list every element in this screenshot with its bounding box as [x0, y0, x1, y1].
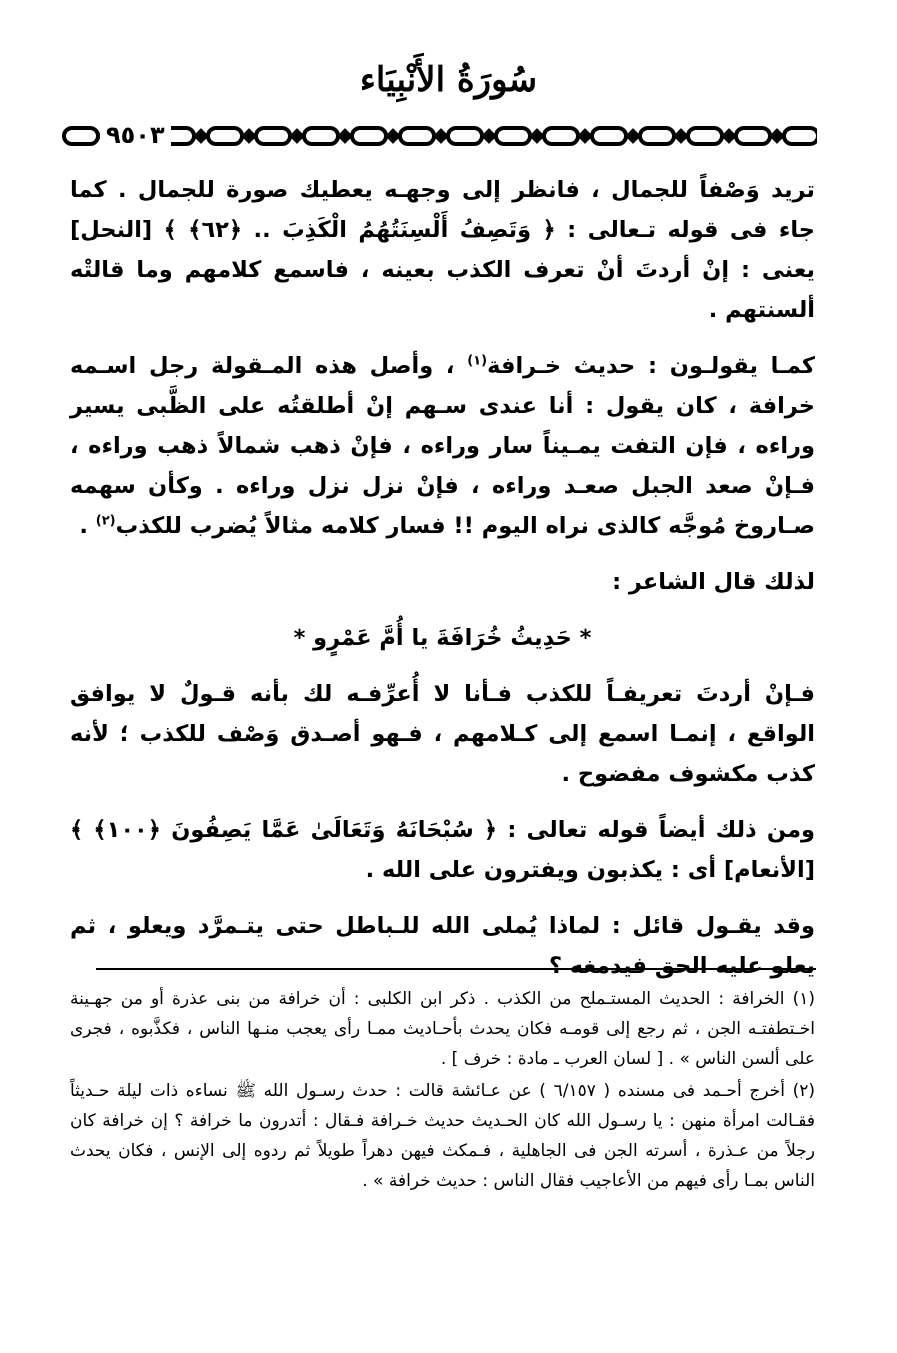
paragraph-5: ومن ذلك أيضاً قوله تعالى : ﴿ سُبْحَانَهُ وَتَعَالَىٰ عَمَّا يَصِفُونَ ﴿١٠٠﴾ ﴾ [الأنعام] أى : يكذبون ويفترون على الله .: [70, 817, 816, 883]
paragraph-2-end: .: [79, 513, 96, 539]
ornament-link: [448, 128, 482, 144]
ornament-diamond: [244, 131, 254, 141]
footnotes: [70, 984, 815, 1198]
footnote-2: (٢) أخرج أحـمد فى مسنده ( ٦/١٥٧ ) عن عـائشة قالت : حدث رسـول الله ﷺ نساءه ذات ليلة حـديثاً فقـالت امرأة منهن : يا رسـول الله كان الحـديث حديث خـرافة فـقال : أتدرون ما خرافة ؟ إن خرافة كان رجلاً من عـذرة ، أسرته الجن فى الجاهلية ، فـمكث فيهن دهراً طويلاً ثم ردوه إلى الإنس ، فكان يحدث الناس بمـا رأى فيهم من الأعاجيب فقال الناس : حديث خرافة » .: [70, 1081, 816, 1191]
ornament-diamond: [340, 131, 350, 141]
ornament-link: [256, 128, 290, 144]
ornament-link: [496, 128, 530, 144]
ornament-diamond: [676, 131, 686, 141]
paragraph-4: فـإنْ أردتَ تعريفـاً للكذب فـأنا لا أُعرِّفـه لك بأنه قـولٌ لا يوافق الواقع ، إنمـا اسمع إلى كـلامهم ، فـهو أصـدق وَصْف للكذب ؛ لأنه كذب مكشوف مفضوح .: [70, 681, 815, 787]
ornament-link: [352, 128, 386, 144]
paragraph-1: تريد وَصْفاً للجمال ، فانظر إلى وجهـه يعطيك صورة للجمال . كما جاء فى قوله تـعالى : ﴿ وَتَصِفُ أَلْسِنَتُهُمُ الْكَذِبَ .. ﴿٦٢﴾ ﴾ [النحل] يعنى : إنْ أردتَ أنْ تعرف الكذب بعينه ، فاسمع كلامهم وما قالتْه ألسنتهم .: [70, 177, 815, 323]
ornament-diamond: [724, 131, 734, 141]
ornament-diamond: [580, 131, 590, 141]
header-ornament-border: [62, 122, 817, 150]
ornament-link: [400, 128, 434, 144]
footnote-ref-1[interactable]: (١): [467, 353, 488, 369]
paragraph-2-rest: ، وأصل هذه المـقولة رجل اسـمه خرافة ، كان يقول : أنا عندى سـهم إنْ أطلقتُه على الظَّبى يسير وراءه ، فإن التفت يمـيناً سار وراءه ، فإنْ ذهب شمالاً ذهب وراءه ، فـإنْ صعد الجبل صعـد وراءه ، فإنْ نزل نزل وراءه . وكأن سهمه صـاروخ مُوجَّه كالذى نراه اليوم !! فسار كلامه مثالاً يُضرب للكذب: [70, 353, 815, 539]
ornament-diamond: [772, 131, 782, 141]
ornament-link: [592, 128, 626, 144]
paragraph-2: [70, 346, 815, 546]
ornament-link: [736, 128, 770, 144]
footnote-divider: [96, 968, 816, 970]
footnote-ref-2[interactable]: (٢): [95, 513, 116, 529]
ornament-link: [688, 128, 722, 144]
paragraph-2-start: كمـا يقولـون : حديث خـرافة: [487, 353, 815, 379]
ornament-link: [208, 128, 242, 144]
poetry-verse: * حَدِيثُ خُرَافَةَ يا أُمَّ عَمْرٍو *: [293, 625, 592, 651]
ornament-diamond: [628, 131, 638, 141]
ornament-link: [64, 128, 98, 144]
ornament-link: [784, 128, 817, 144]
surah-title: سُورَةُ الأَنْبِيَاء: [359, 60, 538, 100]
ornament-diamond: [484, 131, 494, 141]
ornament-diamond: [292, 131, 302, 141]
ornament-diamond: [388, 131, 398, 141]
ornament-link: [544, 128, 578, 144]
ornament-diamond: [436, 131, 446, 141]
ornament-link: [304, 128, 338, 144]
ornament-diamond: [532, 131, 542, 141]
footnote-1: (١) الخرافة : الحديث المستـملح من الكذب . ذكر ابن الكلبى : أن خرافة من بنى عذرة أو من جهـينة اخـتطفتـه الجن ، ثم رجع إلى قومـه فكان يحدث بأحـاديث ممـا رأى يعجب منـها الناس ، فكذَّبوه ، فجرى على ألسن الناس » . [ لسان العرب ـ مادة : خرف ] .: [70, 989, 815, 1069]
ornament-diamond: [196, 131, 206, 141]
page-number: ٩٥٠٣: [100, 120, 171, 150]
paragraph-3: لذلك قال الشاعر :: [612, 569, 815, 595]
ornament-link: [640, 128, 674, 144]
main-text: [70, 170, 815, 1002]
paragraph-6: وقد يقـول قائل : لماذا يُملى الله للـباطل حتى يتـمرَّد ويعلو ، ثم يعلو عليه الحق فيدمغه ؟: [70, 913, 815, 979]
